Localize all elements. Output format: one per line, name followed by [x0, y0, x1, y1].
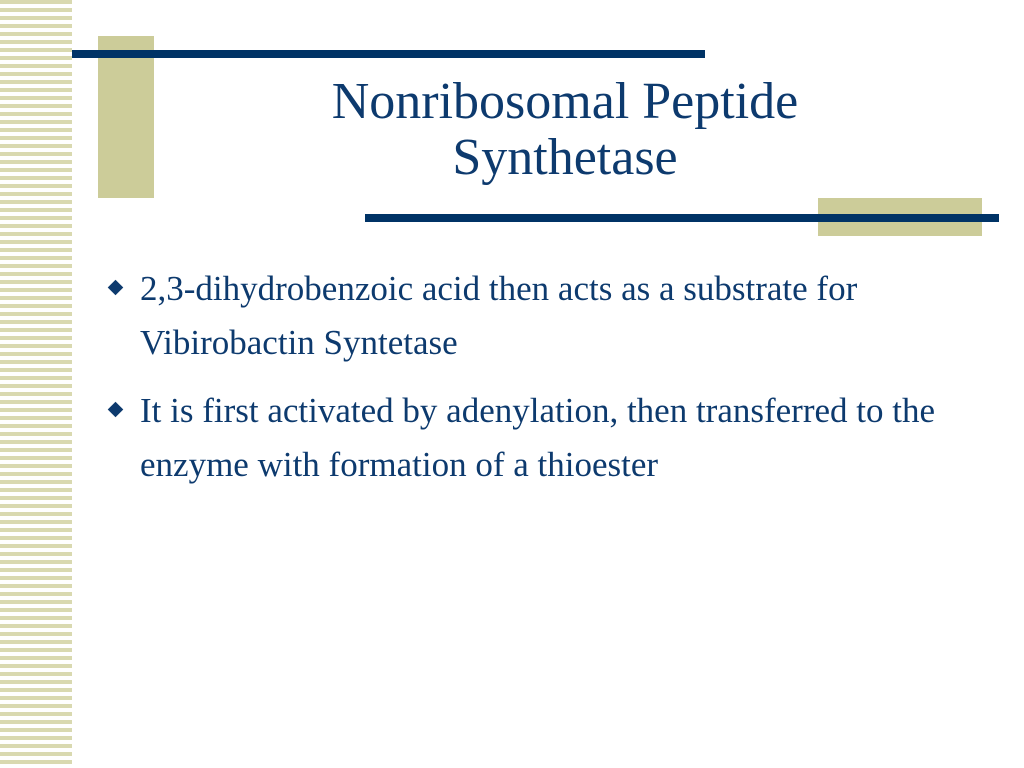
slide-title-line2: Synthetase: [452, 129, 678, 186]
bullet-list: [104, 262, 1004, 506]
diamond-bullet-icon: [108, 280, 124, 296]
bullet-text-2: It is first activated by adenylation, then transferred to the enzyme with formation of a thioester: [140, 391, 936, 484]
decorative-square-top: [98, 36, 154, 198]
diamond-bullet-icon: [108, 402, 124, 418]
bullet-item-1: [104, 262, 1004, 370]
left-stripe-band: [0, 0, 72, 768]
slide-title: [200, 74, 930, 186]
bullet-text-1: 2,3-dihydrobenzoic acid then acts as a substrate for Vibirobactin Syntetase: [140, 269, 858, 362]
bullet-item-2: [104, 384, 1004, 492]
title-rule-top: [72, 50, 705, 58]
title-rule-bottom: [365, 214, 999, 222]
slide-title-line1: Nonribosomal Peptide: [331, 73, 799, 130]
